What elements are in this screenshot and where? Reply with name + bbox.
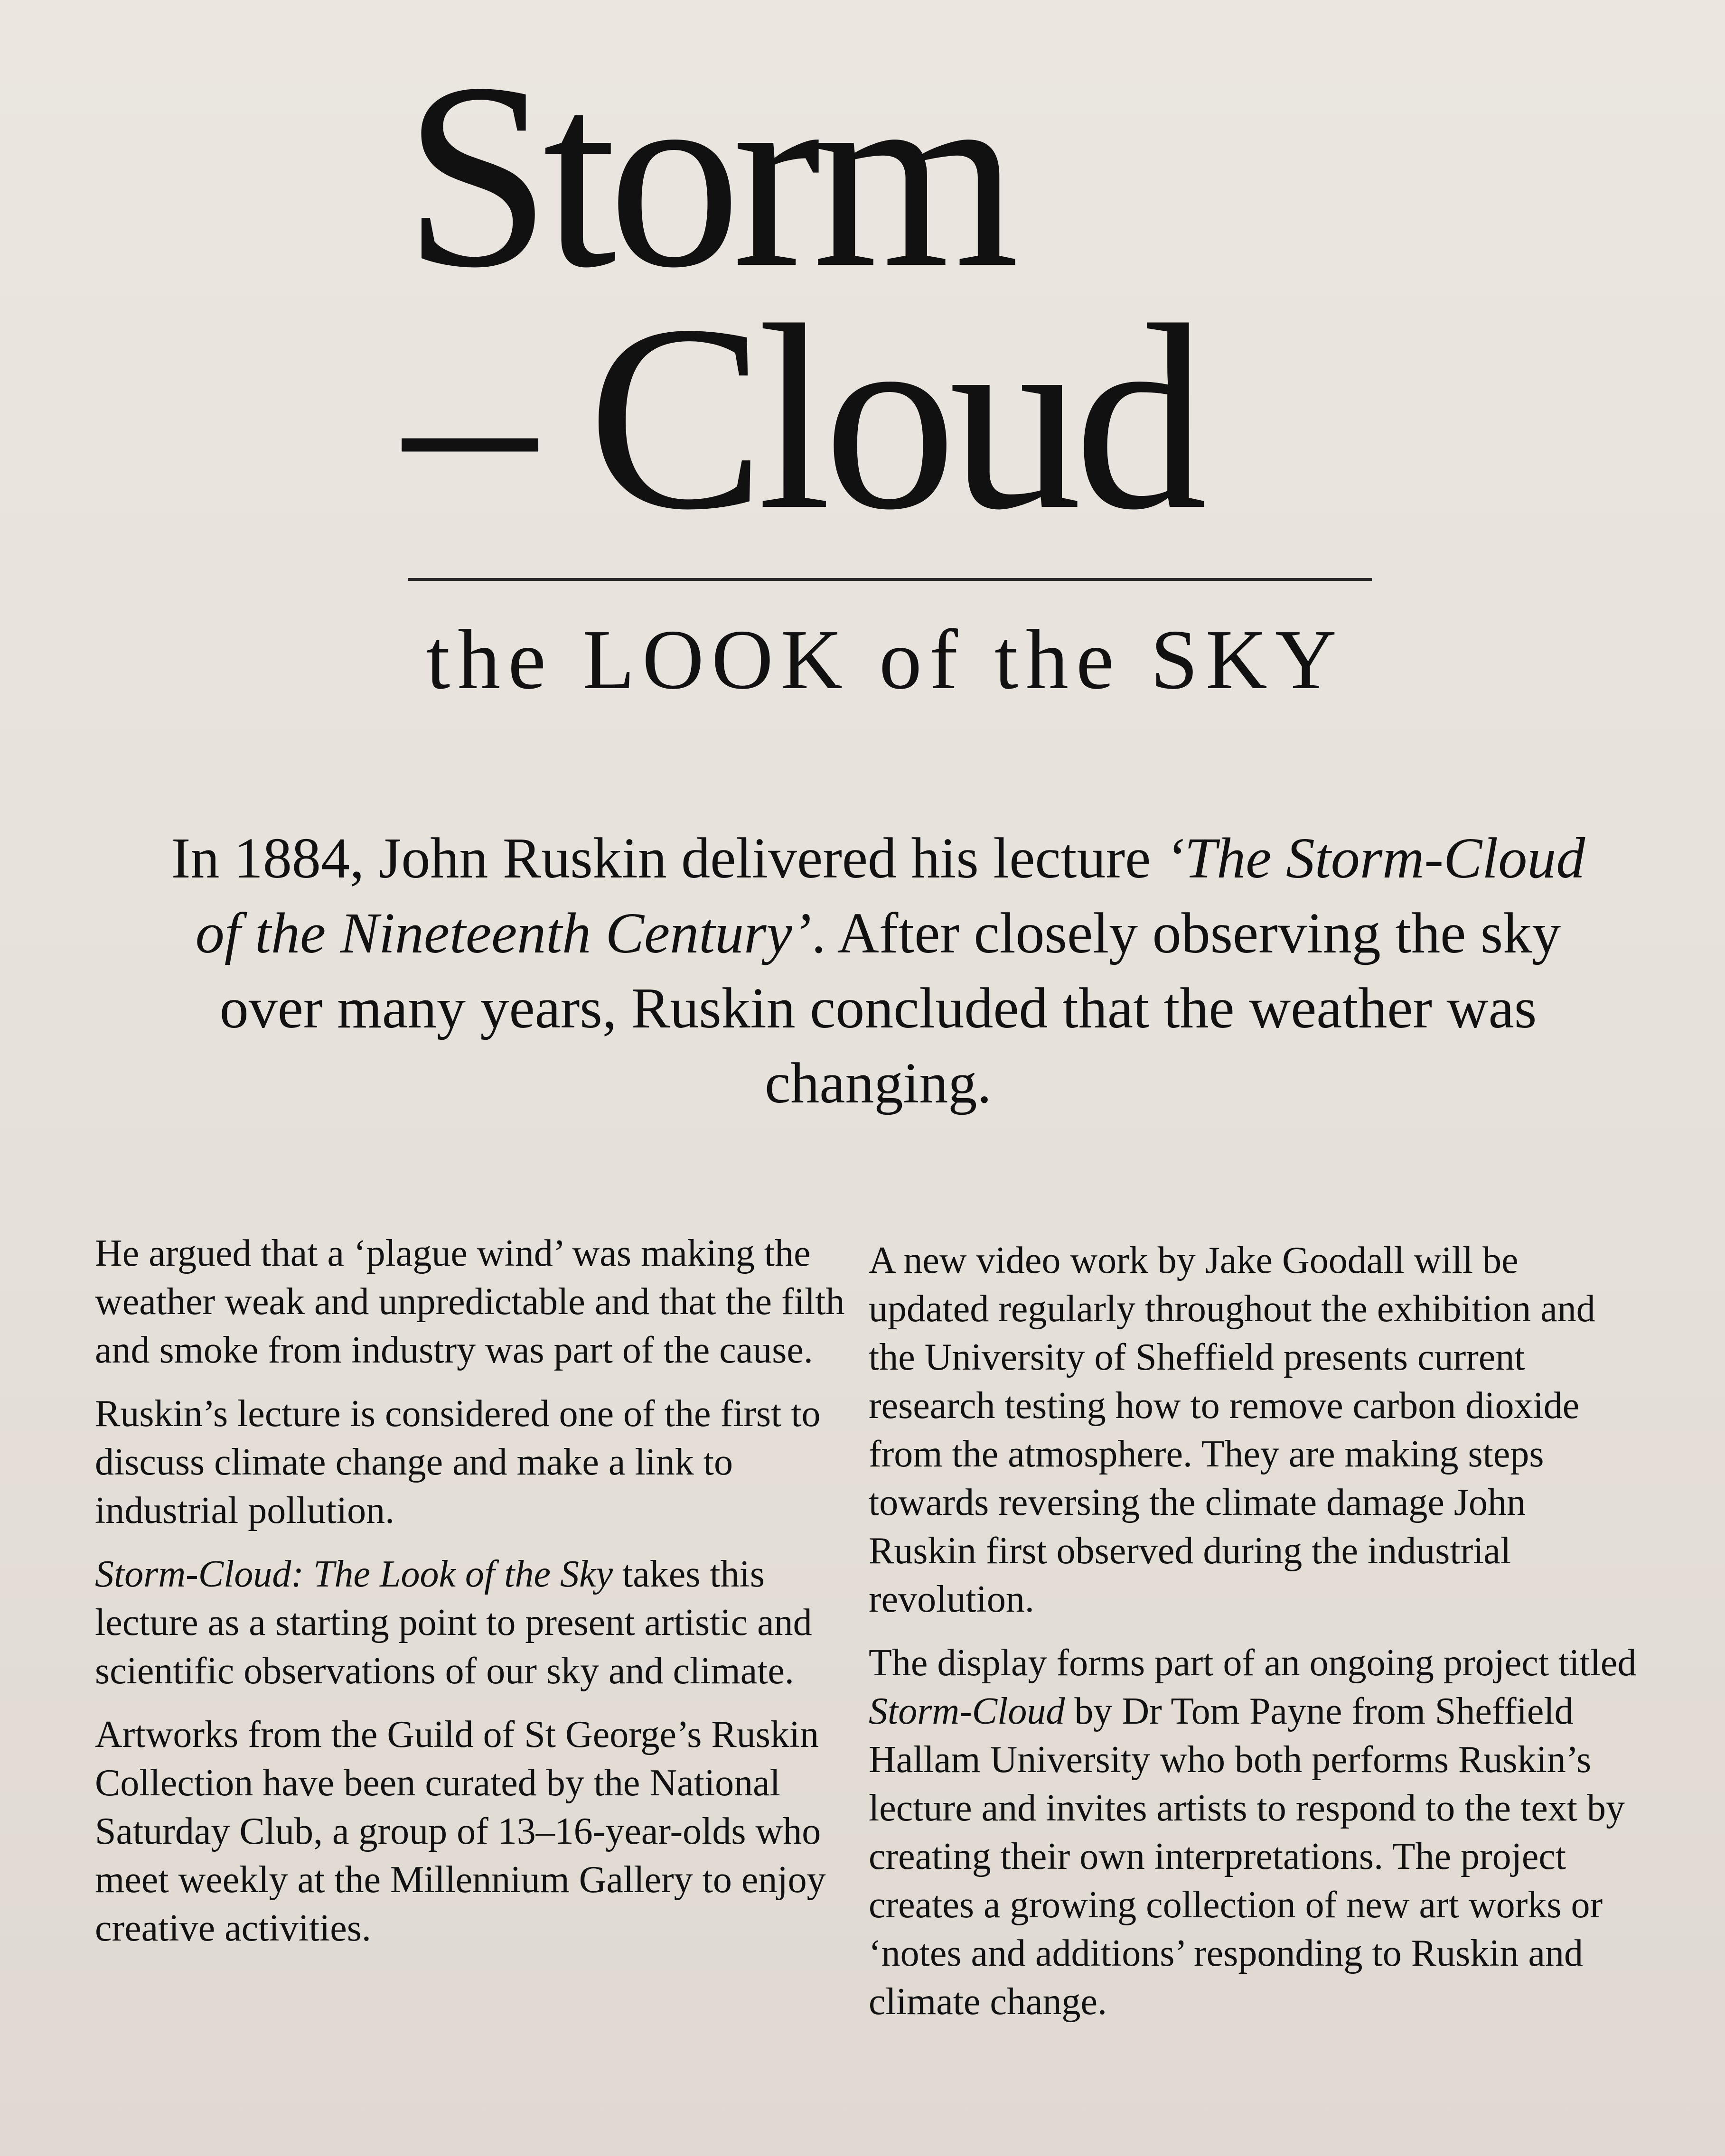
intro-text-after: . After closely observing the sky over many years, Ruskin concluded that the weather was changing. — [219, 901, 1561, 1115]
right-paragraph-2 — [869, 1639, 1642, 2026]
title-line-cloud: – Cloud — [403, 271, 1200, 565]
left-column — [95, 1229, 864, 1968]
right-paragraph-2-after: by Dr Tom Payne from Sheffield Hallam University who both performs Ruskin’s lecture and invites artists to respond to the text by creating their own interpretations. The project creates a growing collection of new art works or ‘notes and additions’ responding to Ruskin and climate change. — [869, 1690, 1625, 2023]
left-paragraph-3-text: takes this lecture as a starting point to present artistic and scientific observations of our sky and climate. — [95, 1553, 812, 1692]
right-paragraph-2-before: The display forms part of an ongoing project titled — [869, 1642, 1637, 1684]
right-column — [869, 1236, 1642, 2041]
intro-text-before: In 1884, John Ruskin delivered his lecture — [171, 826, 1165, 890]
lecture-title: ‘The Storm-Cloud of the Nineteenth Century’ — [195, 826, 1585, 965]
left-paragraph-4: Artworks from the Guild of St George’s Ruskin Collection have been curated by the National Saturday Club, a group of 13–16-year-olds who meet weekly at the Millennium Gallery to enjoy creative activities. — [95, 1714, 826, 1949]
title-divider — [408, 578, 1372, 581]
intro-paragraph — [142, 821, 1614, 1121]
title-line-storm: Storm — [403, 28, 1011, 323]
left-paragraph-1: He argued that a ‘plague wind’ was making the weather weak and unpredictable and that the filth and smoke from industry was part of the cause. — [95, 1232, 845, 1371]
exhibition-title: Storm-Cloud: The Look of the Sky — [95, 1553, 613, 1595]
project-title: Storm-Cloud — [869, 1690, 1065, 1732]
left-paragraph-3 — [95, 1550, 864, 1695]
left-paragraph-2: Ruskin’s lecture is considered one of the first to discuss climate change and make a link to industrial pollution. — [95, 1393, 821, 1531]
right-paragraph-1: A new video work by Jake Goodall will be updated regularly throughout the exhibition and the University of Sheffield presents current research testing how to remove carbon dioxide from the atmosphere. They are making steps towards reversing the climate damage John Ruskin first observed during the industrial revolution. — [869, 1240, 1595, 1620]
subtitle: the LOOK of the SKY — [426, 612, 1344, 707]
